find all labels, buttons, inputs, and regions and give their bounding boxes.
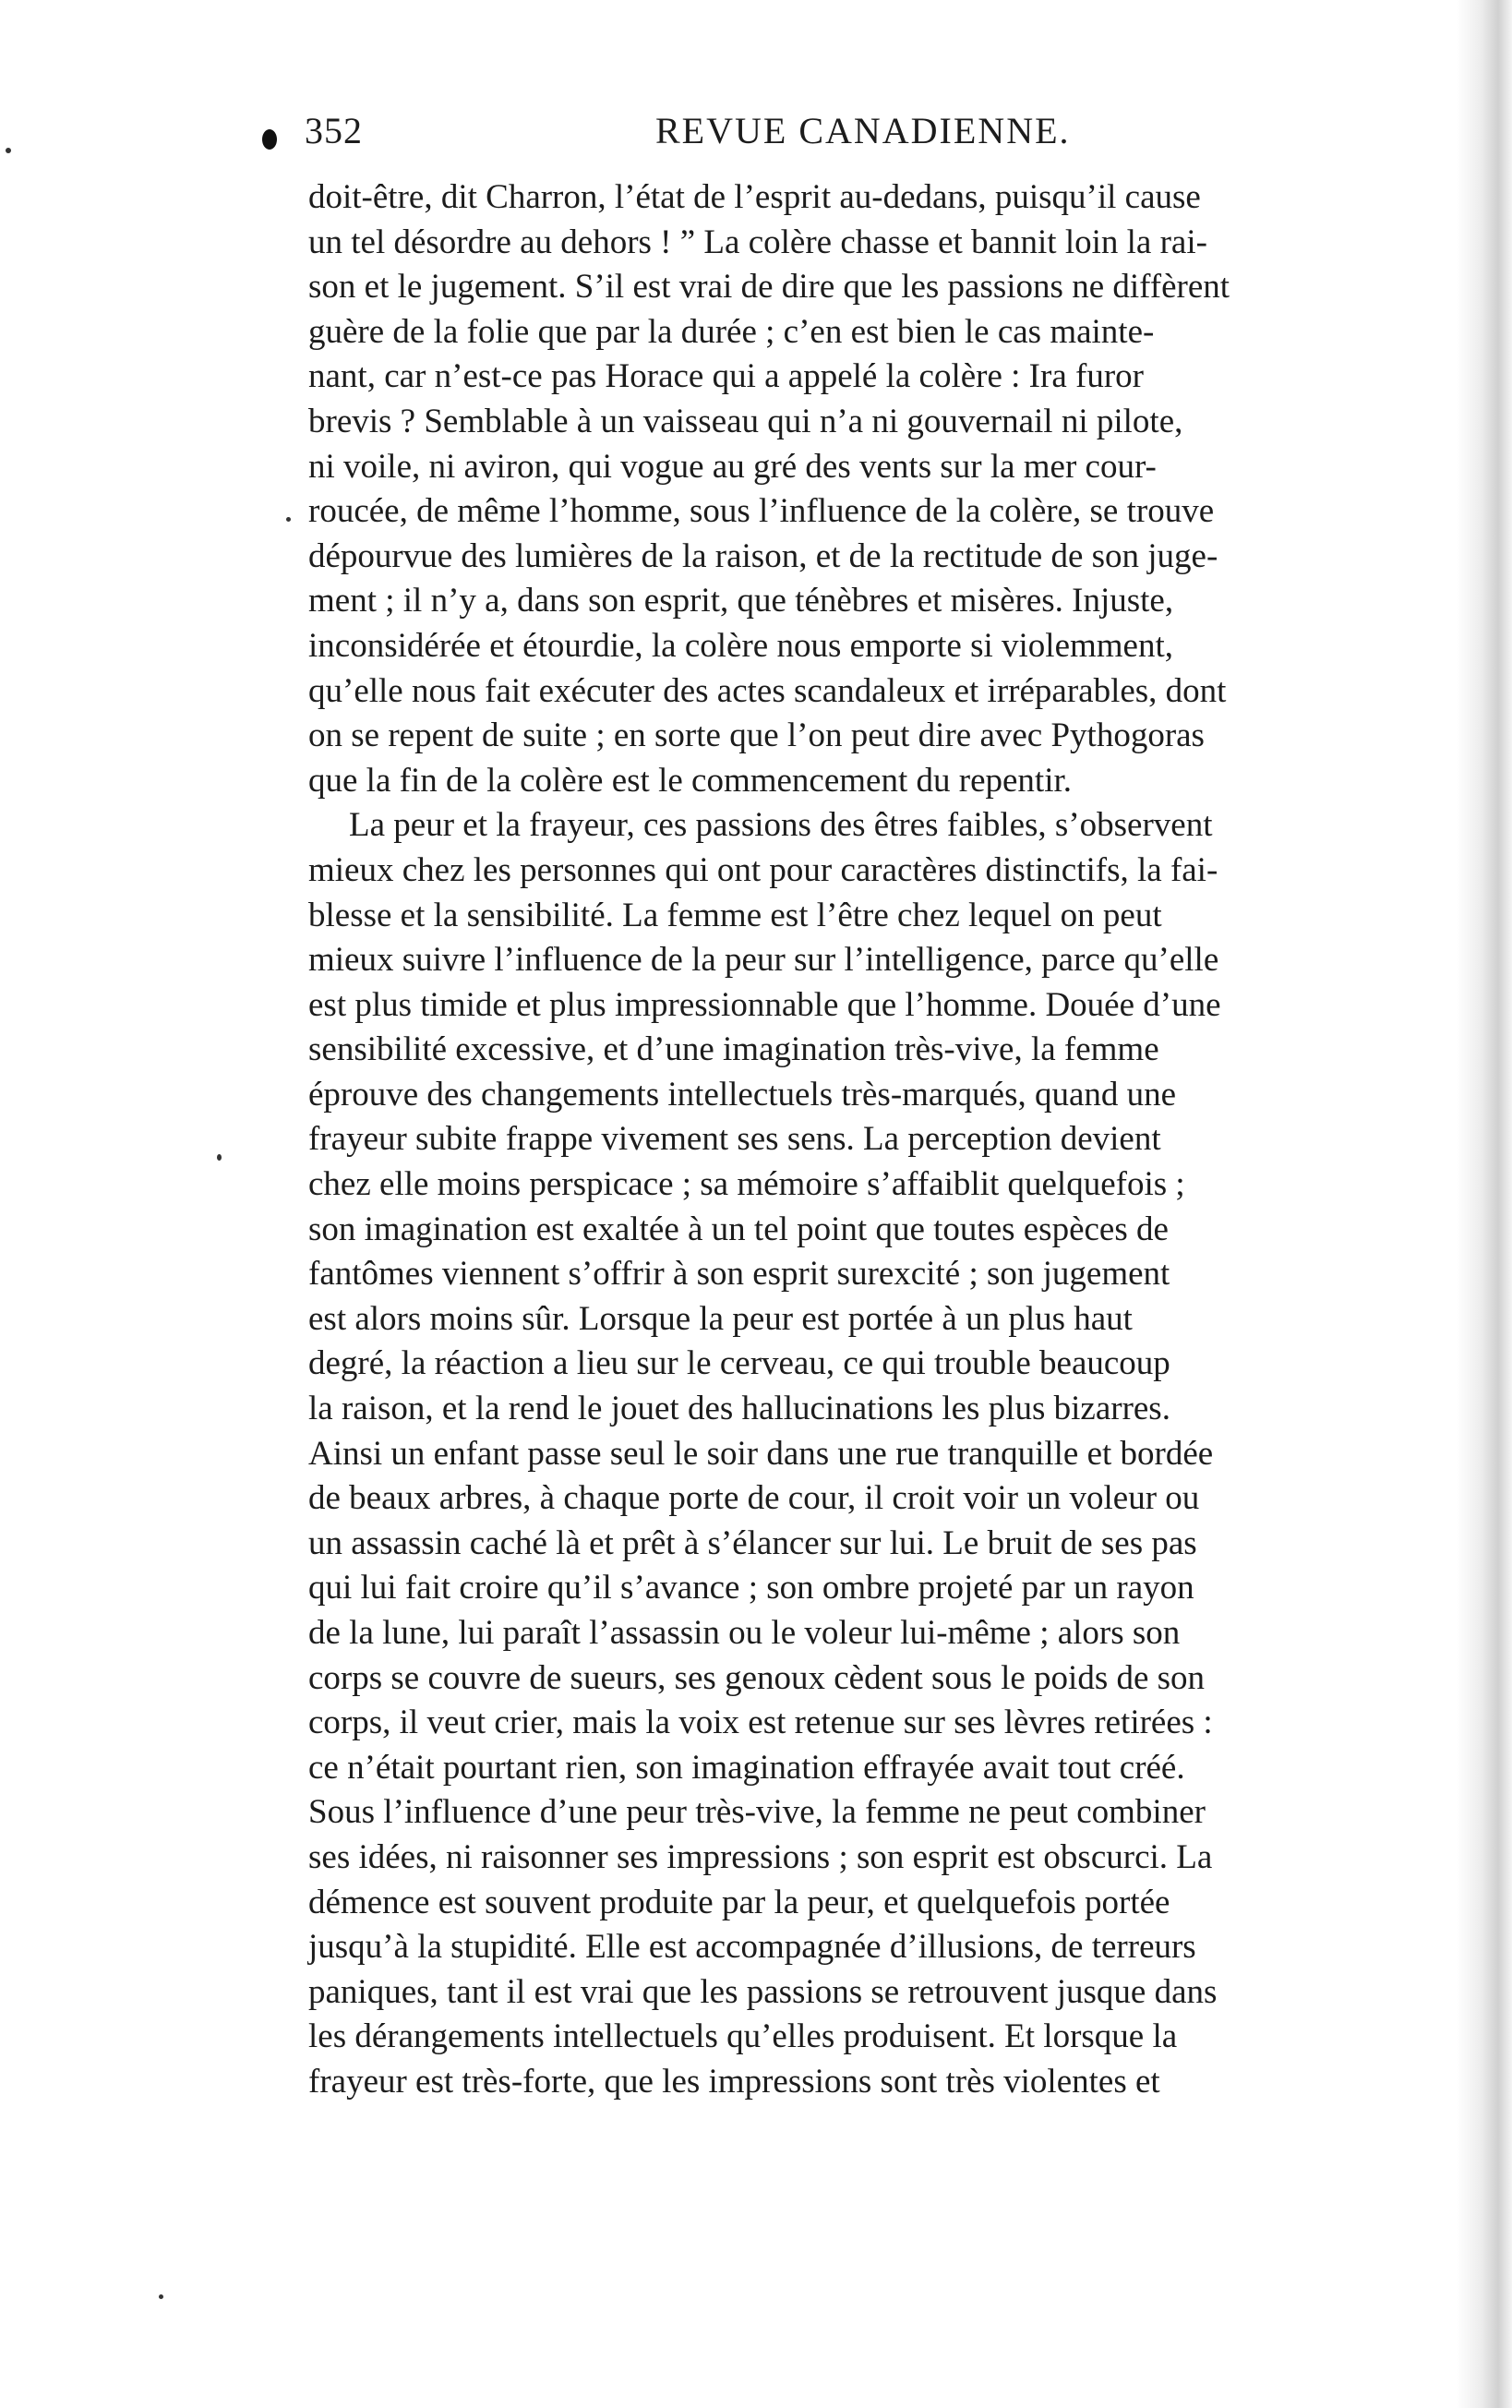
- text-line: inconsidérée et étourdie, la colère nous emporte si violemment,: [308, 626, 1174, 665]
- text-line: chez elle moins perspicace ; sa mémoire s’affaiblit quelquefois ;: [308, 1165, 1185, 1204]
- page-edge-shadow: [1457, 0, 1512, 2408]
- text-line: corps se couvre de sueurs, ses genoux cèdent sous le poids de son: [308, 1658, 1206, 1697]
- running-head: [305, 109, 1089, 164]
- text-line: fantômes viennent s’offrir à son esprit surexcité ; son jugement: [308, 1255, 1170, 1294]
- text-line: démence est souvent produite par la peur, et quelquefois portée: [308, 1883, 1170, 1921]
- text-line: Ainsi un enfant passe seul le soir dans une rue tranquille et bordée: [308, 1434, 1214, 1473]
- text-line: dépourvue des lumières de la raison, et de la rectitude de son juge-: [308, 536, 1218, 575]
- text-line: nant, car n’est-ce pas Horace qui a appelé la colère : Ira furor: [308, 357, 1144, 396]
- text-line: corps, il veut crier, mais la voix est retenue sur ses lèvres retirées :: [308, 1704, 1213, 1742]
- ink-speck: [159, 2294, 163, 2299]
- text-line: que la fin de la colère est le commencement du repentir.: [308, 761, 1073, 800]
- ink-bullet-mark: [262, 129, 277, 150]
- text-line: un tel désordre au dehors ! ” La colère chasse et bannit loin la rai-: [308, 223, 1207, 261]
- text-line: ment ; il n’y a, dans son esprit, que ténèbres et misères. Injuste,: [308, 582, 1174, 620]
- text-line: ce n’était pourtant rien, son imagination effrayée avait tout créé.: [308, 1748, 1185, 1787]
- text-line: roucée, de même l’homme, sous l’influence de la colère, se trouve: [308, 492, 1215, 531]
- body-text: [308, 175, 1444, 2105]
- page-number: 352: [305, 110, 363, 151]
- text-line: qui lui fait croire qu’il s’avance ; son ombre projeté par un rayon: [308, 1569, 1194, 1607]
- journal-title: REVUE CANADIENNE.: [655, 110, 1071, 151]
- text-line: mieux chez les personnes qui ont pour caractères distinctifs, la fai-: [308, 850, 1218, 889]
- text-line: degré, la réaction a lieu sur le cerveau, ce qui trouble beaucoup: [308, 1344, 1170, 1383]
- text-line: paniques, tant il est vrai que les passions se retrouvent jusque dans: [308, 1972, 1218, 2011]
- text-line: sensibilité excessive, et d’une imagination très-vive, la femme: [308, 1030, 1159, 1069]
- text-line: est alors moins sûr. Lorsque la peur est portée à un plus haut: [308, 1299, 1133, 1338]
- text-line: son imagination est exaltée à un tel point que toutes espèces de: [308, 1210, 1169, 1248]
- text-line: de la lune, lui paraît l’assassin ou le voleur lui-même ; alors son: [308, 1614, 1181, 1652]
- text-line: Sous l’influence d’une peur très-vive, la femme ne peut combiner: [308, 1793, 1206, 1832]
- text-line: éprouve des changements intellectuels très-marqués, quand une: [308, 1075, 1177, 1114]
- text-line: un assassin caché là et prêt à s’élancer sur lui. Le bruit de ses pas: [308, 1523, 1197, 1562]
- text-line: brevis ? Semblable à un vaisseau qui n’a ni gouvernail ni pilote,: [308, 402, 1183, 440]
- text-line: les dérangements intellectuels qu’elles produisent. Et lorsque la: [308, 2017, 1178, 2056]
- text-line: son et le jugement. S’il est vrai de dire que les passions ne diffèrent: [308, 268, 1230, 307]
- text-line: guère de la folie que par la durée ; c’en est bien le cas mainte-: [308, 312, 1155, 351]
- text-line: on se repent de suite ; en sorte que l’on peut dire avec Pythogoras: [308, 716, 1205, 755]
- text-line: blesse et la sensibilité. La femme est l’être chez lequel on peut: [308, 896, 1162, 934]
- text-line: ni voile, ni aviron, qui vogue au gré des vents sur la mer cour-: [308, 447, 1157, 486]
- text-line: mieux suivre l’influence de la peur sur l’intelligence, parce qu’elle: [308, 941, 1219, 980]
- text-line: frayeur est très-forte, que les impressions sont très violentes et: [308, 2062, 1160, 2101]
- text-line: La peur et la frayeur, ces passions des êtres faibles, s’observent: [349, 806, 1213, 845]
- text-line: jusqu’à la stupidité. Elle est accompagnée d’illusions, de terreurs: [308, 1928, 1196, 1967]
- text-line: de beaux arbres, à chaque porte de cour, il croit voir un voleur ou: [308, 1479, 1200, 1518]
- ink-speck: [286, 517, 291, 522]
- text-line: doit-être, dit Charron, l’état de l’esprit au-dedans, puisqu’il cause: [308, 178, 1201, 216]
- text-line: est plus timide et plus impressionnable que l’homme. Douée d’une: [308, 985, 1221, 1024]
- text-line: ses idées, ni raisonner ses impressions ; son esprit est obscurci. La: [308, 1837, 1213, 1876]
- ink-speck: [6, 148, 11, 153]
- text-line: frayeur subite frappe vivement ses sens. La perception devient: [308, 1120, 1161, 1159]
- ink-speck: [217, 1154, 222, 1161]
- text-line: qu’elle nous fait exécuter des actes scandaleux et irréparables, dont: [308, 671, 1227, 710]
- text-line: la raison, et la rend le jouet des hallucinations les plus bizarres.: [308, 1390, 1170, 1428]
